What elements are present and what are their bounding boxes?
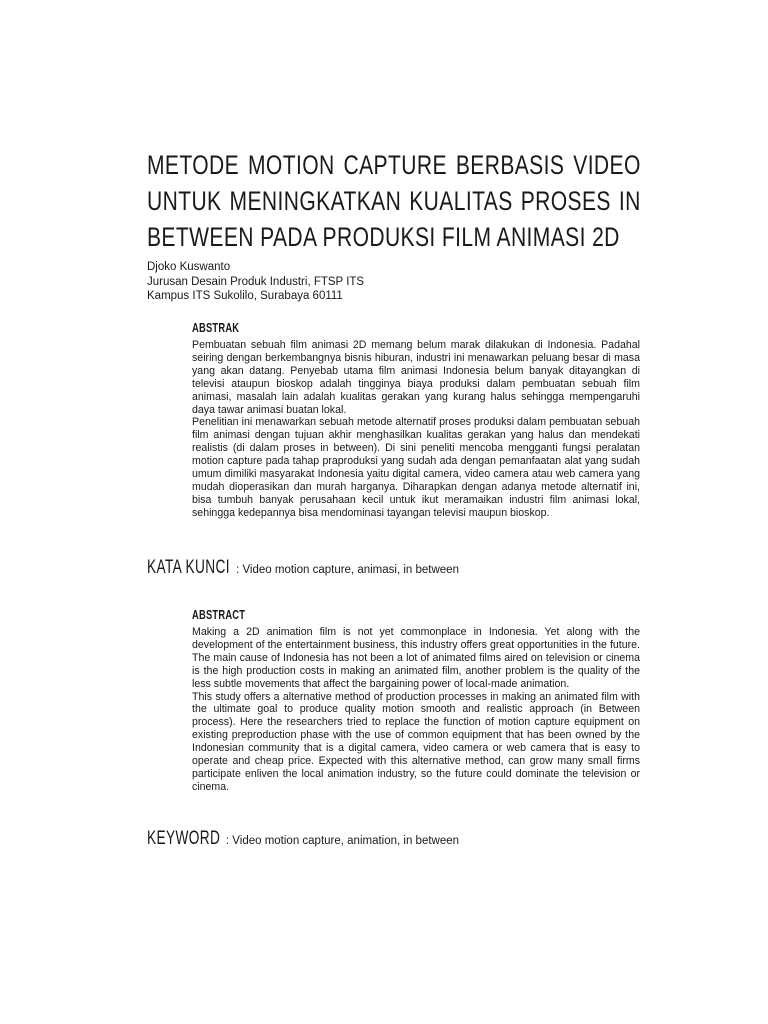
abstract-body bbox=[192, 626, 640, 794]
abstrak-heading: ABSTRAK bbox=[192, 320, 240, 335]
keyword-label: KEYWORD bbox=[147, 828, 221, 849]
abstract-heading: ABSTRACT bbox=[192, 607, 246, 622]
abstrak-paragraph: Penelitian ini menawarkan sebuah metode alternatif proses produksi dalam pembuatan sebuah film animasi dengan tujuan akhir menghasilkan kualitas gerakan yang halus dan mendekati realistis (di dalam proses in between). Di sini peneliti mencoba mengganti fungsi peralatan motion capture pada tahap praproduksi yang sudah ada dengan pemanfaatan alat yang sudah umum dimiliki masyarakat Indonesia yaitu digital camera, video camera atau web camera yang mudah dioperasikan dan murah harganya. Diharapkan dengan adanya metode alternatif ini, bisa tumbuh banyak perusahaan kecil untuk ikut meramaikan industri film animasi lokal, sehingga kedepannya bisa mendominasi tayangan televisi maupun bioskop. bbox=[192, 416, 640, 519]
kata-kunci-text: : Video motion capture, animasi, in between bbox=[236, 564, 459, 576]
author-affiliation: Jurusan Desain Produk Industri, FTSP ITS bbox=[147, 275, 365, 288]
abstract-paragraph: This study offers a alternative method of production processes in making an animated film with the ultimate goal to produce quality motion smooth and realistic approach (in Between process). Here the researchers tried to replace the function of motion capture equipment on existing preproduction phase with the use of common equipment that has been owned by the Indonesian community that is a digital camera, video camera or web camera that is easy to operate and cheap price. Expected with this alternative method, can grow many small firms participate enliven the local animation industry, so the future could dominate the television or cinema. bbox=[192, 690, 640, 793]
keyword-text: : Video motion capture, animation, in between bbox=[225, 835, 460, 847]
paper-title: METODE MOTION CAPTURE BERBASIS VIDEO UNTUK MENINGKATKAN KUALITAS PROSES IN BETWEEN PADA PRODUKSI FILM ANIMASI 2D bbox=[147, 150, 641, 252]
author-block bbox=[147, 260, 364, 304]
kata-kunci-line bbox=[147, 557, 459, 579]
keyword-line bbox=[147, 828, 459, 850]
abstract-paragraph: Making a 2D animation film is not yet commonplace in Indonesia. Yet along with the development of the entertainment business, this industry offers great opportunities in the future. The main cause of Indonesia has not been a lot of animated films aired on television or cinema is the high production costs in making an animated film, another problem is the quality of the less subtle movements that affect the bargaining power of local-made animation. bbox=[192, 626, 640, 690]
kata-kunci-label: KATA KUNCI bbox=[147, 557, 230, 578]
abstrak-body bbox=[192, 339, 640, 520]
author-address: Kampus ITS Sukolilo, Surabaya 60111 bbox=[147, 290, 343, 302]
abstrak-paragraph: Pembuatan sebuah film animasi 2D memang belum marak dilakukan di Indonesia. Padahal seiring dengan berkembangnya bisnis hiburan, industri ini menawarkan peluang besar di masa yang akan datang. Penyebab utama film animasi Indonesia belum banyak ditayangkan di televisi ataupun bioskop adalah tingginya biaya produksi dalam pembuatan sebuah film animasi, masalah lain adalah kualitas gerakan yang kurang halus sehingga mempengaruhi daya tawar animasi buatan lokal. bbox=[192, 339, 640, 416]
author-name: Djoko Kuswanto bbox=[147, 261, 231, 273]
